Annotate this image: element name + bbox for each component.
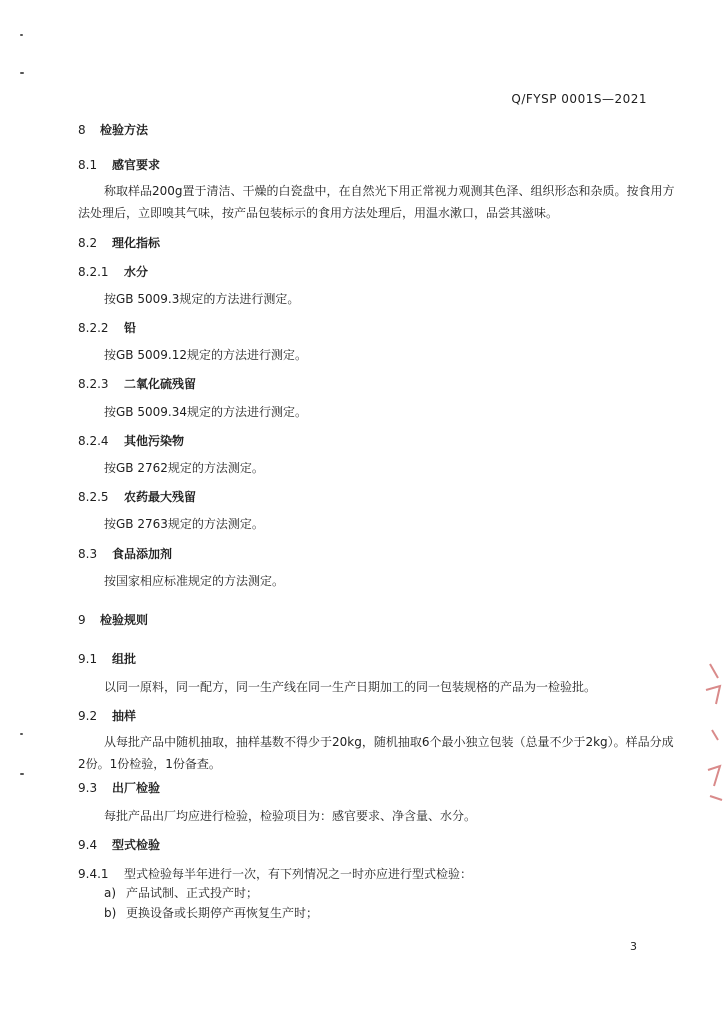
section-9-4-heading: 9.4 型式检验 [78,838,161,852]
section-9-2-text: 从每批产品中随机抽取，抽样基数不得少于20kg，随机抽取6个最小独立包装（总量不少于2kg）。样品分成2份。1份检验，1份备查。 [78,735,674,771]
section-9-4-1-text: 9.4.1 型式检验每半年进行一次，有下列情况之一时亦应进行型式检验： [78,867,473,881]
section-9-1-text: 以同一原料，同一配方，同一生产线在同一生产日期加工的同一包装规格的产品为一检验批。 [104,680,597,694]
section-9-3-text: 每批产品出厂均应进行检验，检验项目为：感官要求、净含量、水分。 [104,809,477,823]
section-8-1-text: 称取样品200g置于清洁、干燥的白瓷盘中，在自然光下用正常视力观测其色泽、组织形态和杂质。按食用方法处理后，立即嗅其气味，按产品包装标示的食用方法处理后，用温水漱口，品尝其滋味。 [78,184,675,220]
section-8-1-heading: 8.1 感官要求 [78,158,161,172]
section-9-2-heading: 9.2 抽样 [78,709,137,723]
list-item: b) 更换设备或长期停产再恢复生产时； [104,906,319,920]
section-8-2-4-heading: 8.2.4 其他污染物 [78,434,185,448]
section-8-2-3-heading: 8.2.3 二氧化硫残留 [78,377,197,391]
section-8-2-4-text: 按GB 2762规定的方法测定。 [104,461,264,475]
scan-speck [20,773,24,775]
section-8-2-heading: 8.2 理化指标 [78,236,161,250]
section-8-2-1-text: 按GB 5009.3规定的方法进行测定。 [104,292,300,306]
scan-speck [20,72,24,74]
section-9-4-1-list [104,883,318,923]
section-8-3-heading: 8.3 食品添加剂 [78,547,173,561]
seal-edge-marks [700,660,725,810]
section-8-heading: 8 检验方法 [78,123,149,137]
section-8-2-2-heading: 8.2.2 铅 [78,321,137,335]
scan-speck [20,733,23,735]
section-8-2-1-heading: 8.2.1 水分 [78,265,149,279]
section-9-heading: 9 检验规则 [78,613,149,627]
section-8-2-2-text: 按GB 5009.12规定的方法进行测定。 [104,348,307,362]
section-9-1-heading: 9.1 组批 [78,652,137,666]
section-8-2-5-text: 按GB 2763规定的方法测定。 [104,517,264,531]
section-8-3-text: 按国家相应标准规定的方法测定。 [104,574,285,588]
standard-number: Q/FYSP 0001S—2021 [511,92,647,106]
scan-speck [20,34,23,36]
list-item: a) 产品试制、正式投产时； [104,886,259,900]
page-number: 3 [630,940,637,953]
section-8-2-3-text: 按GB 5009.34规定的方法进行测定。 [104,405,307,419]
section-9-3-heading: 9.3 出厂检验 [78,781,161,795]
section-8-2-5-heading: 8.2.5 农药最大残留 [78,490,197,504]
